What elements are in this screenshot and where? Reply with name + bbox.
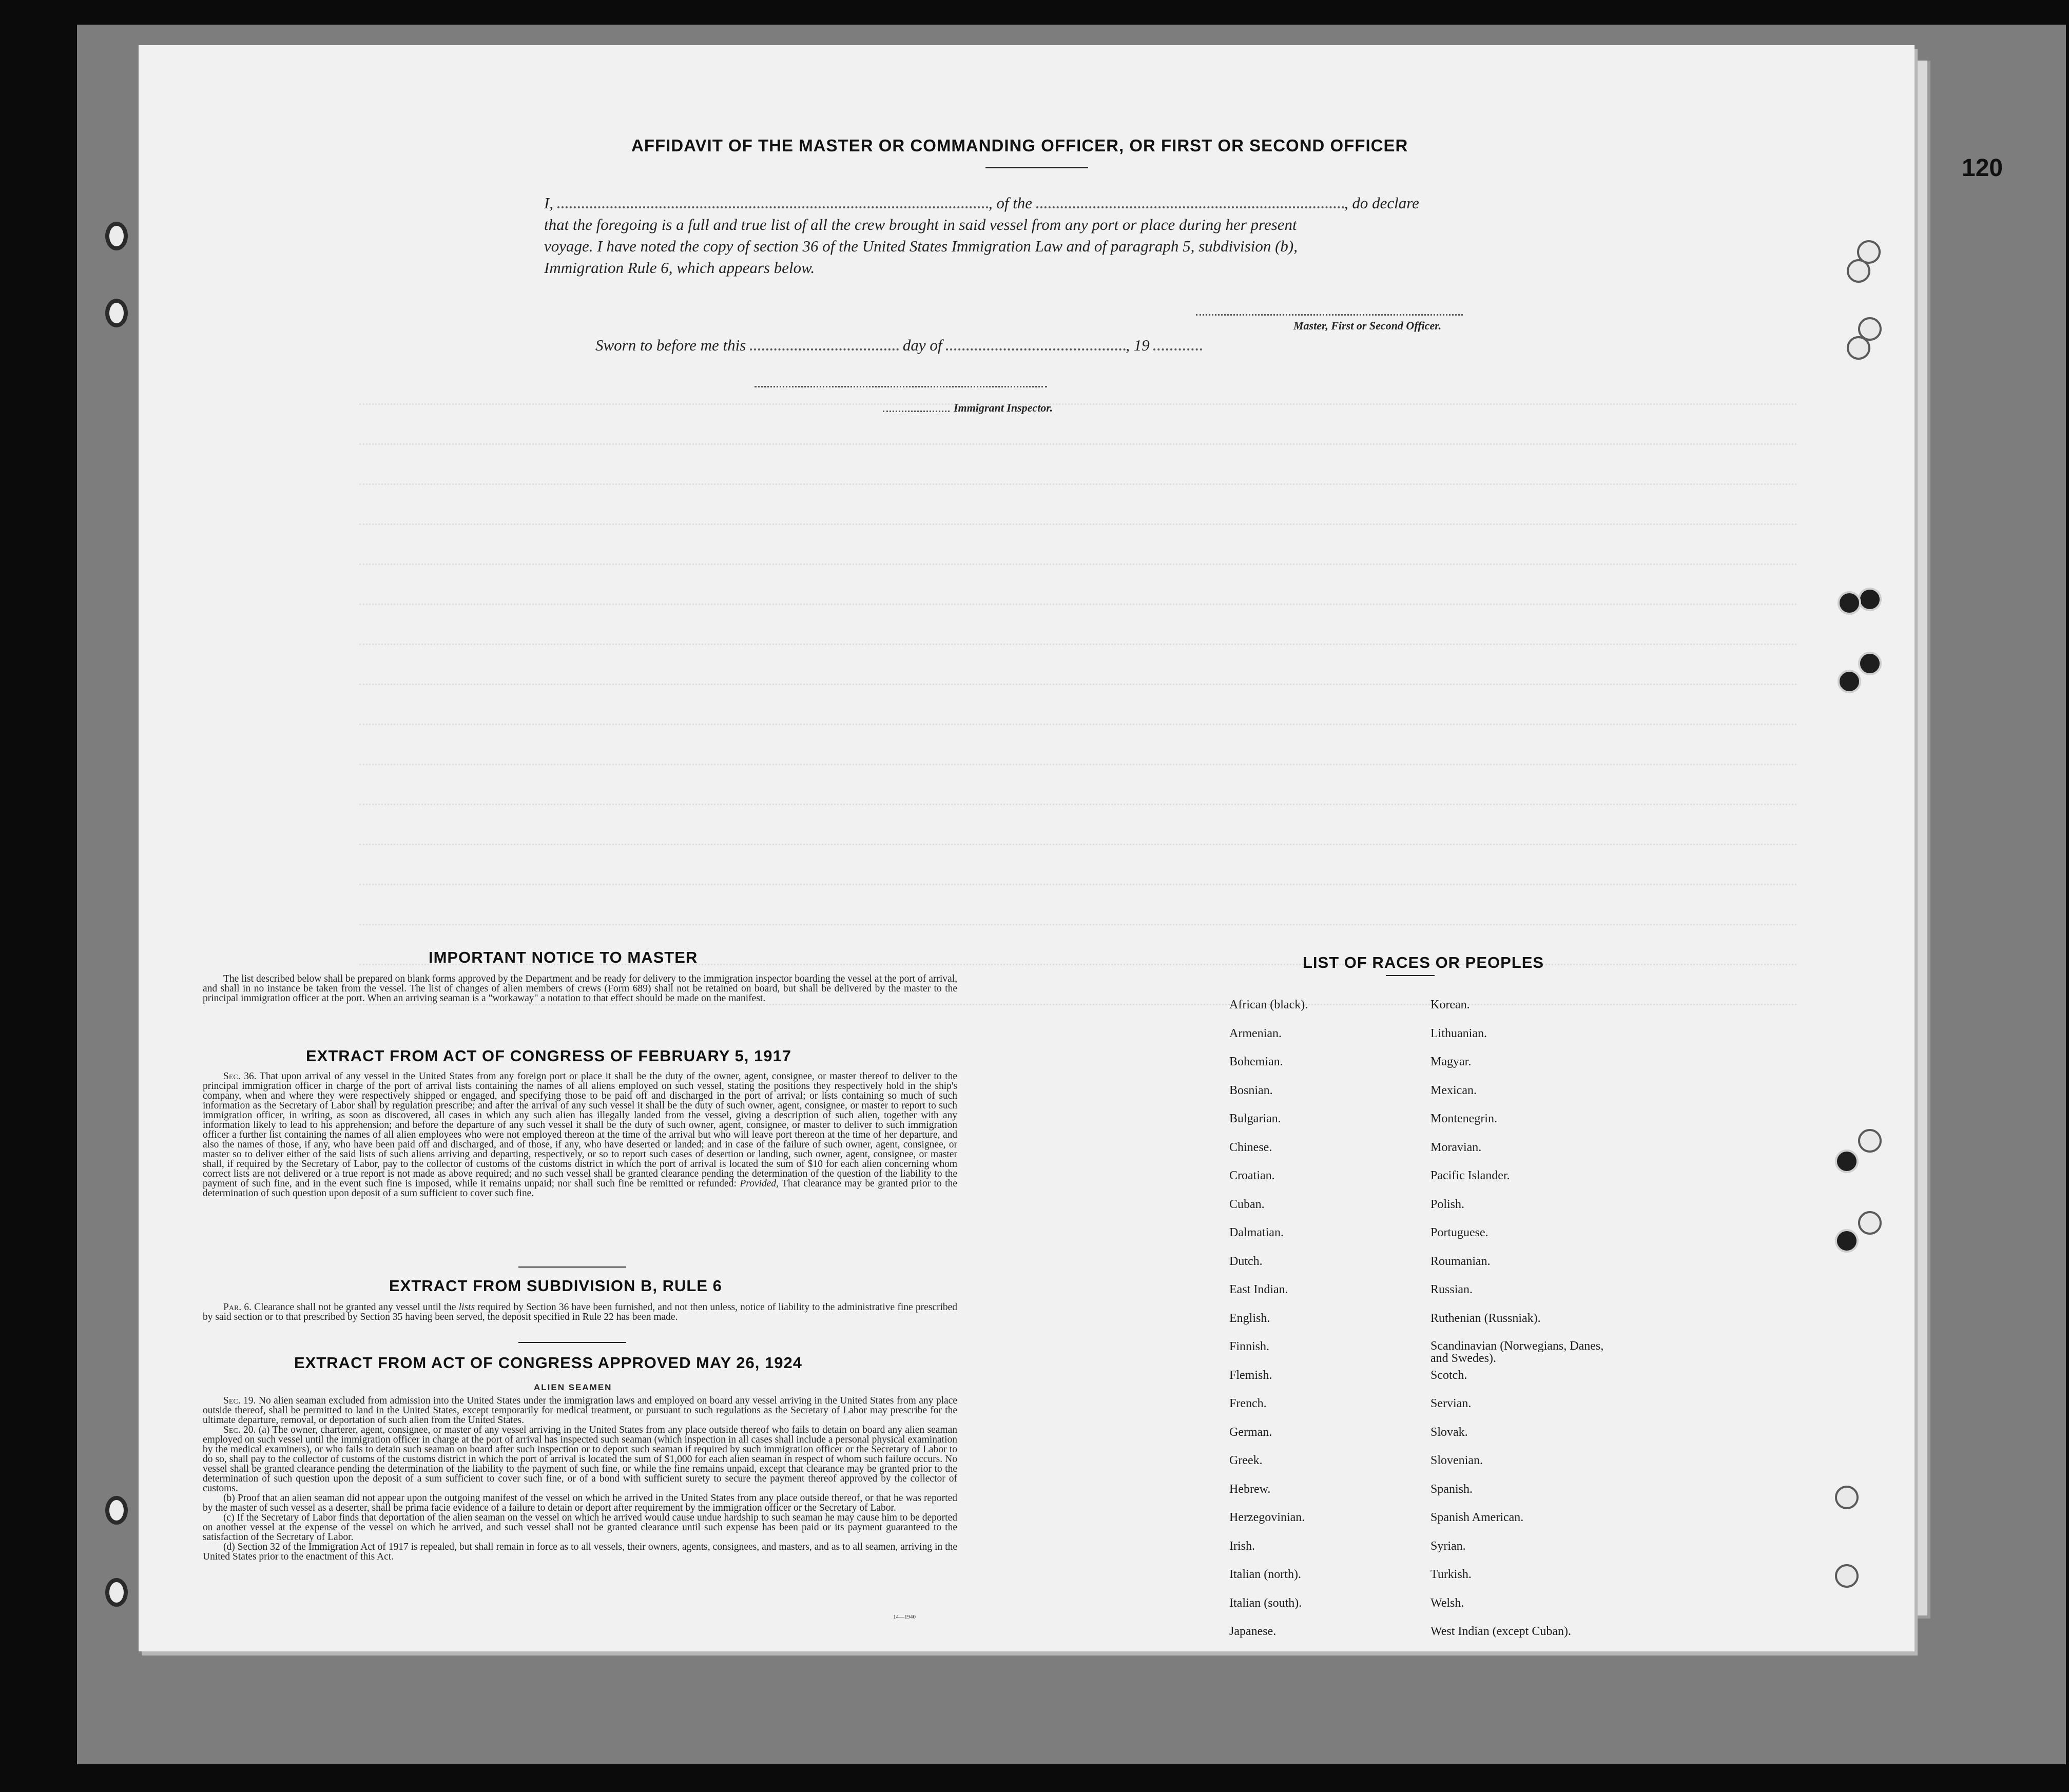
race-list-item: English.	[1229, 1311, 1270, 1325]
sworn-line	[595, 336, 1202, 355]
race-list-item: Bulgarian.	[1229, 1112, 1281, 1125]
race-list-item: Spanish.	[1430, 1482, 1473, 1496]
punch-hole-icon	[1858, 1211, 1882, 1235]
bleed-through-row	[359, 761, 1796, 765]
race-list-item: Greek.	[1229, 1454, 1263, 1467]
section-divider	[518, 1267, 626, 1268]
race-list-item: Armenian.	[1229, 1026, 1282, 1040]
bleed-through-row	[359, 600, 1796, 605]
print-code: 14—1940	[893, 1614, 916, 1620]
punch-hole-icon	[1847, 259, 1870, 283]
alien-seamen-subtitle: ALIEN SEAMEN	[534, 1382, 612, 1392]
master-signature-label: Master, First or Second Officer.	[1293, 319, 1442, 332]
notice-text: The list described below shall be prepared on blank forms approved by the Department and be ready for delivery to the immigration inspector boarding the vessel at the port of arrival, and shall in no instance be taken from the vessel. The list of changes of alien members of crews (Form 689) shall not be retained on board, but shall be delivered by the master to the principal immigration officer at the port. When an arriving seaman is a "workaway" a notation to that effect should be made on the manifest.	[203, 973, 957, 1004]
punch-hole-icon	[1858, 588, 1882, 611]
sworn-year-prefix: , 19	[1126, 336, 1150, 354]
paragraph-6-label: Par. 6.	[223, 1302, 252, 1313]
race-list-item: Slovak.	[1430, 1425, 1468, 1439]
section-divider	[518, 1342, 626, 1343]
binder-hole-icon	[105, 299, 128, 327]
race-list-item: Italian (north).	[1229, 1568, 1301, 1581]
declaration-text	[544, 192, 1519, 279]
race-list-item: Spanish American.	[1430, 1511, 1524, 1524]
race-list-item: Bosnian.	[1229, 1083, 1273, 1097]
declare-suffix: , do declare	[1344, 194, 1419, 212]
race-list-item: African (black).	[1229, 998, 1308, 1011]
race-list-item: Ruthenian (Russniak).	[1430, 1311, 1541, 1325]
race-list-item: Magyar.	[1430, 1055, 1472, 1068]
declarant-name-field[interactable]	[557, 206, 989, 208]
race-list-item: Herzegovinian.	[1229, 1511, 1305, 1524]
master-signature-field[interactable]	[1196, 314, 1463, 316]
race-list-item: Hebrew.	[1229, 1482, 1271, 1496]
race-list-item: Syrian.	[1430, 1539, 1466, 1553]
declaration-line-3: voyage. I have noted the copy of section 36 of the United States Immigration Law and of paragraph 5, subdivision (b),	[544, 237, 1298, 255]
binder-hole-icon	[105, 222, 128, 250]
vessel-name-field[interactable]	[1036, 206, 1344, 208]
punch-hole-icon	[1835, 1486, 1859, 1509]
notice-title: IMPORTANT NOTICE TO MASTER	[429, 948, 698, 966]
section-36-label: Sec. 36.	[223, 1071, 257, 1082]
race-list-item: Turkish.	[1430, 1568, 1472, 1581]
section-20-label: Sec. 20.	[223, 1425, 256, 1435]
sworn-day-of: day of	[902, 336, 942, 354]
bleed-through-row	[359, 680, 1796, 685]
vessel-prefix: , of the	[988, 194, 1033, 212]
affidavit-title: AFFIDAVIT OF THE MASTER OR COMMANDING OFFICER, OR FIRST OR SECOND OFFICER	[631, 136, 1408, 155]
races-right-column	[1430, 998, 1615, 1653]
extract-1917-title: EXTRACT FROM ACT OF CONGRESS OF FEBRUARY 5, 1917	[306, 1047, 791, 1065]
extract-1917-text: Sec. 36. That upon arrival of any vessel in the United States from any foreign port or place it shall be the duty of the owner, agent, consignee, or master thereof to deliver to the principal immigration officer in charge of the port of arrival lists containing the names of all aliens employed on such vessel, stating the positions they respectively hold in the ship's company, when and where they were respectively shipped or engaged, and specifying those to be paid off and discharged in the port of arrival; or lists containing so much of such information as the Secretary of Labor shall by regulation prescribe; and after the arrival of any such vessel it shall be the duty of such owner, agent, consignee, or master to report to such immigration officer, in writing, as soon as discovered, all cases in which any such alien has illegally landed from the vessel, giving a description of such alien, together with any information likely to lead to his apprehension; and before the departure of any such vessel it shall be the duty of such owner, agent, consignee, or master to deliver to such immigration officer a further list containing the names of all alien employees who were not employed thereon at the time of the arrival but who will leave port thereon at the time of her departure, and also the names of those, if any, who have been paid off and discharged, and of those, if any, who have deserted or landed; and in case of the failure of such owner, agent, consignee, or master so to deliver either of the said lists of such aliens arriving and departing, respectively, or so to report such cases of desertion or landing, such owner, agent, consignee, or master shall, if required by the Secretary of Labor, pay to the collector of customs of the customs district in which the port of arrival is located the sum of $10 for each alien concerning whom correct lists are not delivered or a true report is not made as above required; and no such vessel shall be granted clearance pending the determination of the question of the liability to the payment of such fine, and in the event such fine is imposed, while it remains unpaid; nor shall such fine be remitted or refunded: Provided, That clearance may be granted prior to the determination of such question upon deposit of a sum sufficient to cover such fine.	[203, 1071, 957, 1199]
bleed-through-row	[359, 720, 1796, 725]
sworn-year-field[interactable]	[1153, 348, 1202, 350]
extract-1924-title: EXTRACT FROM ACT OF CONGRESS APPROVED MAY 26, 1924	[294, 1354, 802, 1372]
race-list-item: Polish.	[1430, 1197, 1465, 1211]
race-list-item: Pacific Islander.	[1430, 1169, 1510, 1182]
sworn-month-field[interactable]	[946, 348, 1126, 350]
races-title-rule	[1386, 975, 1435, 976]
binder-hole-icon	[105, 1496, 128, 1525]
punch-hole-icon	[1838, 591, 1861, 615]
race-list-item: Servian.	[1430, 1397, 1472, 1410]
race-list-item: East Indian.	[1229, 1283, 1288, 1296]
binder-hole-icon	[105, 1578, 128, 1607]
bleed-through-row	[359, 520, 1796, 525]
race-list-item: Dutch.	[1229, 1254, 1263, 1268]
affidavit-title-rule	[985, 167, 1088, 168]
folio-number: 120	[1962, 154, 2003, 182]
punch-hole-icon	[1847, 336, 1870, 360]
race-list-item: Scotch.	[1430, 1368, 1467, 1382]
race-list-item: Roumanian.	[1430, 1254, 1491, 1268]
race-list-item: Lithuanian.	[1430, 1026, 1487, 1040]
inspector-signature-field-lower[interactable]	[883, 411, 950, 412]
extract-rule6-text: Par. 6. Clearance shall not be granted any vessel until the lists required by Section 36 have been furnished, and not then unless, notice of liability to the administrative fine prescribed by said section or to that prescribed by Section 35 having been served, the deposit specified in Rule 22 has been made.	[203, 1302, 958, 1322]
race-list-item: Moravian.	[1430, 1140, 1482, 1154]
inspector-signature-field[interactable]	[755, 386, 1047, 387]
race-list-item: Mexican.	[1430, 1083, 1477, 1097]
race-list-item: Montenegrin.	[1430, 1112, 1497, 1125]
bleed-through-row	[359, 881, 1796, 885]
punch-hole-icon	[1835, 1564, 1859, 1588]
race-list-item: Welsh.	[1430, 1596, 1464, 1610]
race-list-item: Bohemian.	[1229, 1055, 1283, 1068]
punch-hole-icon	[1838, 670, 1861, 693]
race-list-item: West Indian (except Cuban).	[1430, 1625, 1571, 1638]
race-list-item: German.	[1229, 1425, 1272, 1439]
punch-hole-icon	[1835, 1229, 1859, 1253]
punch-hole-icon	[1858, 1129, 1882, 1153]
extract-rule6-title: EXTRACT FROM SUBDIVISION B, RULE 6	[389, 1277, 722, 1295]
section-19-label: Sec. 19.	[223, 1395, 256, 1406]
inspector-signature-label: Immigrant Inspector.	[954, 401, 1053, 414]
race-list-item: Russian.	[1430, 1283, 1473, 1296]
race-list-item: Flemish.	[1229, 1368, 1272, 1382]
bleed-through-row	[359, 801, 1796, 805]
bleed-through-row	[359, 640, 1796, 645]
race-list-item: Korean.	[1430, 998, 1470, 1011]
declarant-prefix: I,	[544, 194, 554, 212]
extract-1924-text: Sec. 19. No alien seaman excluded from admission into the United States under the immigration laws and employed on board any vessel arriving in the United States from any place outside thereof, shall be permitted to land in the United States, except temporarily for medical treatment, or pursuant to such regulations as the Secretary of Labor may prescribe for the ultimate departure, removal, or deportation of such alien from the United States. Sec. 20. (a) The owner, charterer, agent, consignee, or master of any vessel arriving in the United States from any place outside thereof who fails to detain on board any alien seaman employed on such vessel until the immigration officer in charge at the port of arrival has inspected such seaman (which inspection in all cases shall include a personal physical examination by the medical examiners), or who fails to detain such seaman on board after such inspection or to deport such seaman if required by such immigration officer or the Secretary of Labor to do so, shall pay to the collector of customs of the customs district in which the port of arrival is located the sum of $1,000 for each alien seaman in respect of whom such failure occurs. No vessel shall be granted clearance pending the determination of the liability to the payment of such fine, or while the fine remains unpaid, except that clearance may be granted prior to the determination of such question upon the deposit of a sum sufficient to cover such fine, or of a bond with sufficient surety to secure the payment thereof approved by the collector of customs. (b) Proof that an alien seaman did not appear upon the outgoing manifest of the vessel on which he arrived in the United States from any place outside thereof, or that he was reported by the master of such vessel as a deserter, shall be prima facie evidence of a failure to detain or deport after requirement by the immigration officer or the Secretary of Labor. (c) If the Secretary of Labor finds that deportation of the alien seaman on the vessel on which he arrived would cause undue hardship to such seaman he may cause him to be deported on another vessel at the expense of the vessel on which he arrived, and such vessel shall not be granted clearance until such expense has been paid or its payment guaranteed to the satisfaction of the Secretary of Labor. (d) Section 32 of the Immigration Act of 1917 is repealed, but shall remain in force as to all vessels, their owners, agents, consignees, and masters, and as to all seamen, arriving in the United States prior to the enactment of this Act.	[203, 1395, 957, 1562]
race-list-item: Cuban.	[1229, 1197, 1265, 1211]
sworn-prefix: Sworn to before me this	[595, 336, 746, 354]
bleed-through-row	[359, 440, 1796, 445]
race-list-item: Irish.	[1229, 1539, 1255, 1553]
races-title: LIST OF RACES OR PEOPLES	[1303, 953, 1544, 971]
race-list-item: Scandinavian (Norwegians, Danes, and Swedes).	[1430, 1339, 1604, 1365]
bleed-through-row	[359, 841, 1796, 845]
sworn-day-field[interactable]	[750, 348, 899, 350]
race-list-item: Slovenian.	[1430, 1454, 1483, 1467]
race-list-item: French.	[1229, 1397, 1267, 1410]
bleed-through-row	[359, 560, 1796, 565]
race-list-item: Croatian.	[1229, 1169, 1275, 1182]
punch-hole-icon	[1835, 1150, 1859, 1173]
punch-hole-icon	[1858, 652, 1882, 675]
race-list-item: Dalmatian.	[1229, 1226, 1284, 1239]
declaration-line-2: that the foregoing is a full and true list of all the crew brought in said vessel from any port or place during her present	[544, 216, 1297, 233]
race-list-item: Finnish.	[1229, 1340, 1270, 1353]
bleed-through-row	[359, 480, 1796, 485]
bleed-through-row	[359, 400, 1796, 405]
bleed-through-row	[359, 921, 1796, 925]
race-list-item: Japanese.	[1229, 1625, 1277, 1638]
declaration-line-4: Immigration Rule 6, which appears below.	[544, 259, 815, 277]
race-list-item: Chinese.	[1229, 1140, 1272, 1154]
races-left-column	[1229, 998, 1308, 1653]
race-list-item: Portuguese.	[1430, 1226, 1488, 1239]
race-list-item: Italian (south).	[1229, 1596, 1302, 1610]
